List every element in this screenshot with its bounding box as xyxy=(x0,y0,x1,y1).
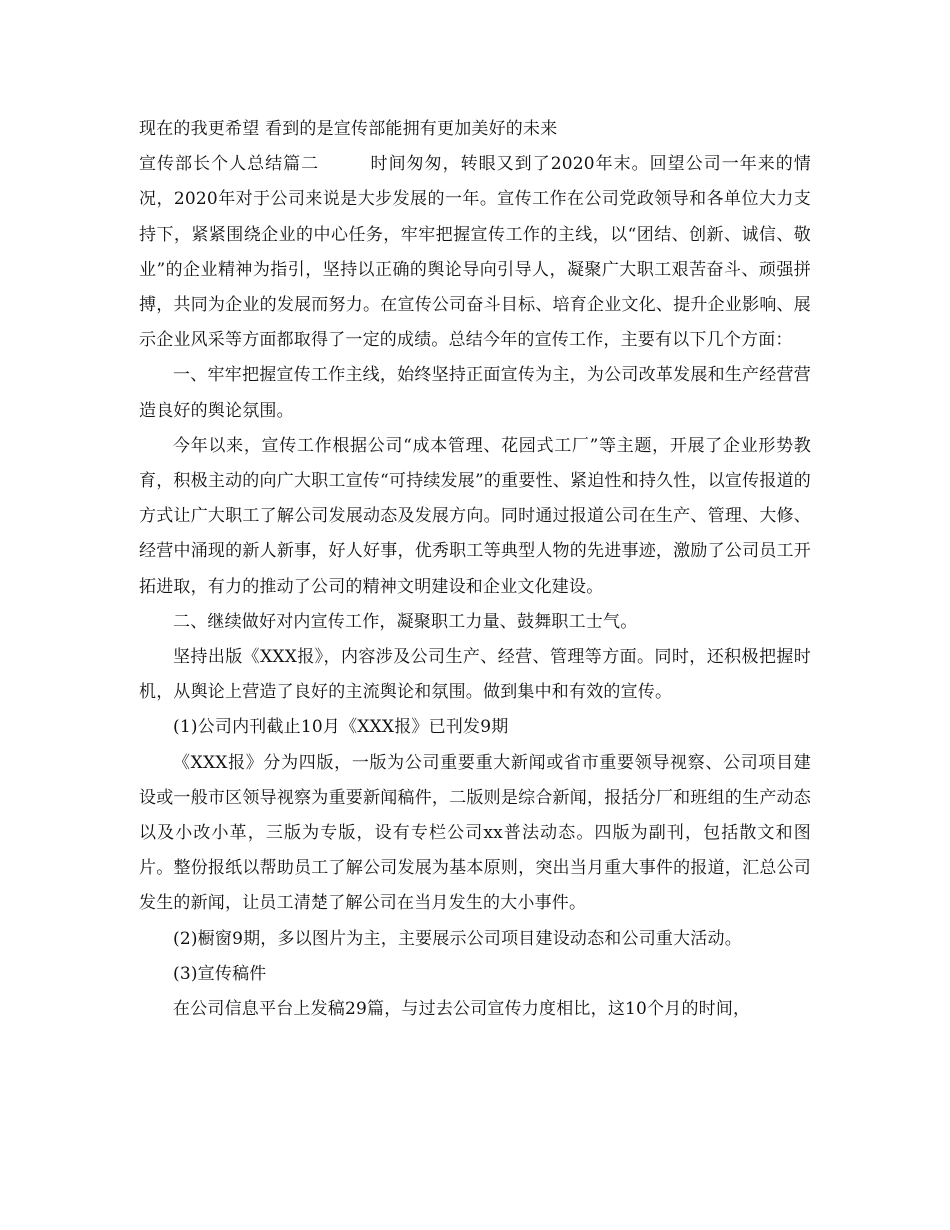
paragraph-closing-line: 现在的我更希望 看到的是宣传部能拥有更加美好的未来 xyxy=(139,119,558,139)
paragraph-section-two-heading: 二、继续做好对内宣传工作，凝聚职工力量、鼓舞职工士气。 xyxy=(173,611,638,632)
paragraph-item-3-body: 在公司信息平台上发稿29篇，与过去公司宣传力度相比，这10个月的时间， xyxy=(173,999,751,1020)
paragraph-item-1-title: (1)公司内刊截止10月《XXX报》已刊发9期 xyxy=(173,717,509,738)
paragraph-section-one-body: 今年以来，宣传工作根据公司“成本管理、花园式工厂”等主题，开展了企业形势教育，积极主动的向广大职工宣传“可持续发展”的重要性、紧迫性和持久性，以宣传报道的方式让广大职工了解公司发展动态及发展方向。同时通过报道公司在生产、管理、大修、经营中涌现的新人新事，好人好事，优秀职工等典型人物的先进事迹，激励了公司员工开拓进取，有力的推动了公司的精神文明建设和企业文化建设。 xyxy=(139,435,811,597)
paragraph-item-2: (2)橱窗9期，多以图片为主，主要展示公司项目建设动态和公司重大活动。 xyxy=(173,928,742,949)
paragraph-section-one-heading: 一、牢牢把握宣传工作主线，始终坚持正面宣传为主，为公司改革发展和生产经营营造良好的舆论氛围。 xyxy=(139,365,811,421)
document-body xyxy=(139,112,811,1027)
paragraph-item-1-body: 《XXX报》分为四版，一版为公司重要重大新闻或省市重要领导视察、公司项目建设或一般市区领导视察为重要新闻稿件，二版则是综合新闻，报括分厂和班组的生产动态以及小改小革，三版为专版，设有专栏公司xx普法动态。四版为副刊，包括散文和图片。整份报纸以帮助员工了解公司发展为基本原则，突出当月重大事件的报道，汇总公司发生的新闻，让员工清楚了解公司在当月发生的大小事件。 xyxy=(139,752,811,914)
paragraph-summary-intro: 宣传部长个人总结篇二 时间匆匆，转眼又到了2020年末。回望公司一年来的情况，2020年对于公司来说是大步发展的一年。宣传工作在公司党政领导和各单位大力支持下，紧紧围绕企业的中心任务，牢牢把握宣传工作的主线，以“团结、创新、诚信、敬业”的企业精神为指引，坚持以正确的舆论导向引导人，凝聚广大职工艰苦奋斗、顽强拼搏，共同为企业的发展而努力。在宣传公司奋斗目标、培育企业文化、提升企业影响、展示企业风采等方面都取得了一定的成绩。总结今年的宣传工作，主要有以下几个方面： xyxy=(139,154,811,351)
paragraph-item-3-title: (3)宣传稿件 xyxy=(173,963,267,984)
paragraph-newspaper-publishing: 坚持出版《XXX报》，内容涉及公司生产、经营、管理等方面。同时，还积极把握时机，从舆论上营造了良好的主流舆论和氛围。做到集中和有效的宣传。 xyxy=(139,647,811,703)
